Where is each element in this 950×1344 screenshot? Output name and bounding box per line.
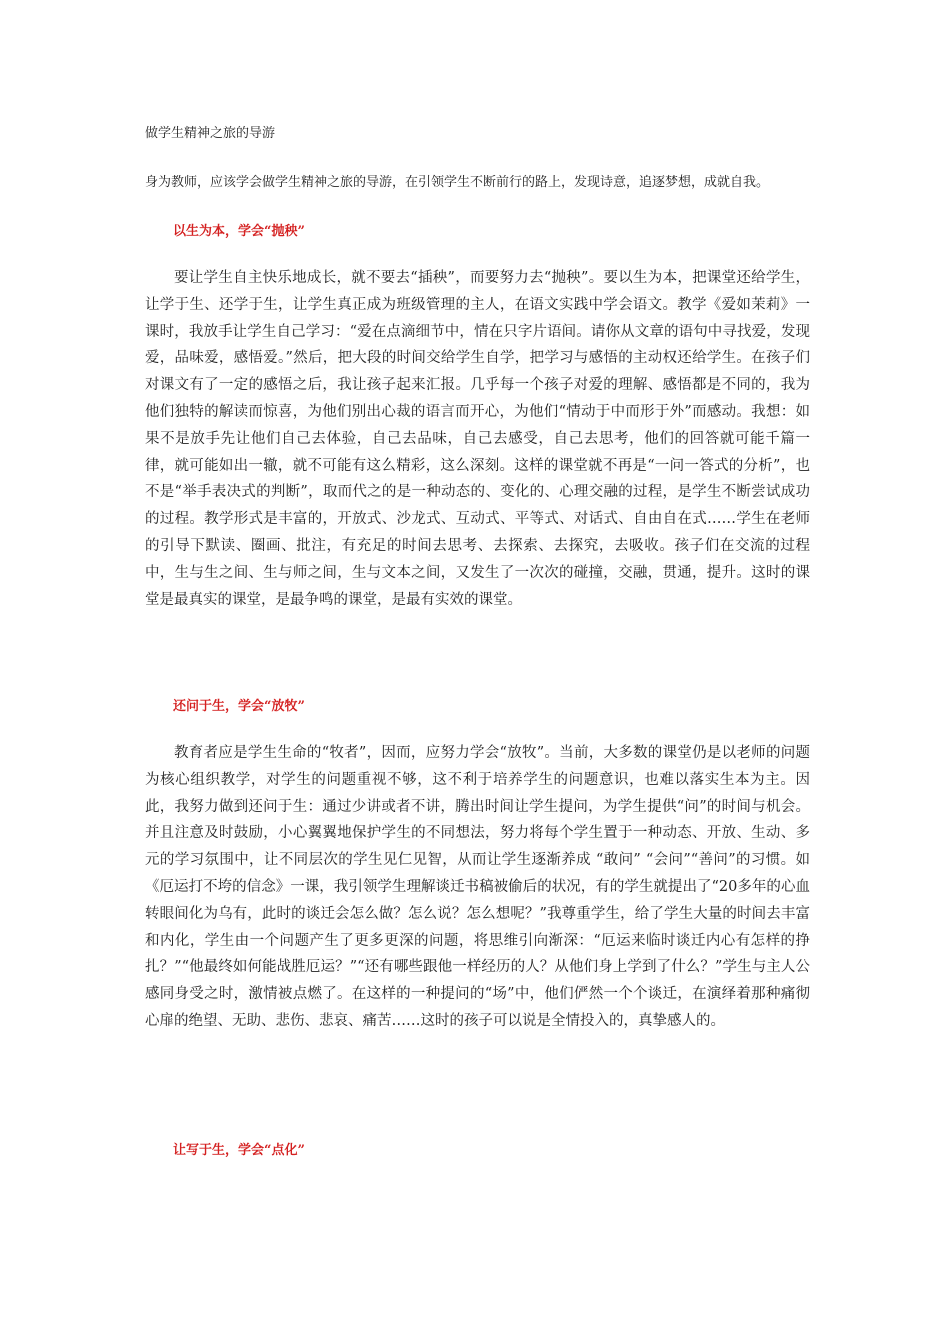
section-paragraph-1: 要让学生自主快乐地成长，就不要去“插秧”，而要努力去“抛秧”。要以生为本，把课堂还给学生，让学于生、还学于生，让学生真正成为班级管理的主人，在语文实践中学会语文。教学《爱如茉莉》一课时，我放手让学生自己学习：“爱在点滴细节中，情在只字片语间。请你从文章的语句中寻找爱，发现爱，品味爱，感悟爱。”然后，把大段的时间交给学生自学，把学习与感悟的主动权还给学生。在孩子们对课文有了一定的感悟之后，我让孩子起来汇报。几乎每一个孩子对爱的理解、感悟都是不同的，我为他们独特的解读而惊喜，为他们别出心裁的语言而开心，为他们“情动于中而形于外”而感动。我想：如果不是放手先让他们自己去体验，自己去品味，自己去感受，自己去思考，他们的回答就可能千篇一律，就可能如出一辙，就不可能有这么精彩，这么深刻。这样的课堂就不再是“一问一答式的分析”，也不是“举手表决式的判断”，取而代之的是一种动态的、变化的、心理交融的过程，是学生不断尝试成功的过程。教学形式是丰富的，开放式、沙龙式、互动式、平等式、对话式、自由自在式……学生在老师的引导下默读、圈画、批注，有充足的时间去思考、去探索、去探究，去吸收。孩子们在交流的过程中，生与生之间、生与师之间，生与文本之间，又发生了一次次的碰撞，交融，贯通，提升。这时的课堂是最真实的课堂，是最争鸣的课堂，是最有实效的课堂。	[145, 270, 810, 608]
section-paragraph-2: 教育者应是学生生命的“牧者”，因而，应努力学会“放牧”。当前，大多数的课堂仍是以老师的问题为核心组织教学，对学生的问题重视不够，这不利于培养学生的问题意识，也难以落实生本为主。因此，我努力做到还问于生：通过少讲或者不讲，腾出时间让学生提问，为学生提供“问”的时间与机会。并且注意及时鼓励，小心翼翼地保护学生的不同想法，努力将每个学生置于一种动态、开放、生动、多元的学习氛围中，让不同层次的学生见仁见智，从而让学生逐渐养成 “敢问” “会问”“善问”的习惯。如《厄运打不垮的信念》一课，我引领学生理解谈迁书稿被偷后的状况，有的学生就提出了“20多年的心血转眼间化为乌有，此时的谈迁会怎么做？怎么说？怎么想呢？”我尊重学生，给了学生大量的时间去丰富和内化，学生由一个问题产生了更多更深的问题，将思维引向渐深：“厄运来临时谈迁内心有怎样的挣扎？”“他最终如何能战胜厄运？”“还有哪些跟他一样经历的人？从他们身上学到了什么？”学生与主人公感同身受之时，激情被点燃了。在这样的一种提问的“场”中，他们俨然一个个谈迁，在演绎着那种痛彻心扉的绝望、无助、悲伤、悲哀、痛苦……这时的孩子可以说是全情投入的，真挚感人的。	[145, 745, 810, 1029]
section-heading-2: 还问于生，学会“放牧”	[173, 699, 305, 714]
section-heading-3: 让写于生，学会“点化”	[173, 1143, 305, 1158]
section-heading-1: 以生为本，学会“抛秧”	[173, 224, 305, 239]
document-title: 做学生精神之旅的导游	[145, 126, 276, 141]
intro-text: 身为教师，应该学会做学生精神之旅的导游，在引领学生不断前行的路上，发现诗意，追逐梦想，成就自我。	[145, 175, 770, 190]
